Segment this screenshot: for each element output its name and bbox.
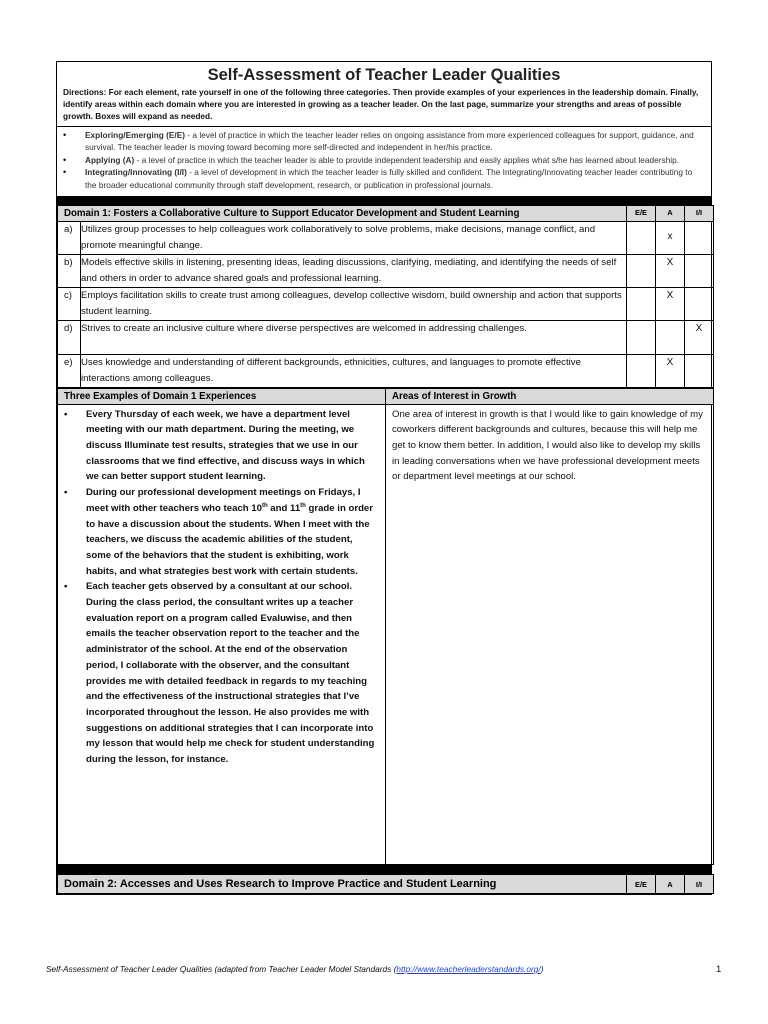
rating-ii-cell[interactable]: X	[685, 320, 714, 354]
rating-a-cell[interactable]: X	[656, 287, 685, 320]
domain2-header-row	[58, 874, 714, 893]
section-divider	[57, 196, 711, 205]
element-text: Utilizes group processes to help colleagues work collaboratively to solve problems, make decisions, manage conflict, and promote meaningful change.	[81, 221, 627, 254]
rating-ee-cell[interactable]	[627, 320, 656, 354]
title-block	[57, 62, 711, 127]
rating-ii-cell[interactable]	[685, 287, 714, 320]
domain2-title: Domain 2: Accesses and Uses Research to Improve Practice and Student Learning	[58, 874, 627, 893]
rating-ee-cell[interactable]	[627, 354, 656, 387]
definition-text: - a level of practice in which the teacher leader relies on ongoing assistance from more experienced colleagues for support, guidance, and survival. The teacher leader is moving toward becoming more self-directed and independent in her/his practice.	[85, 129, 694, 153]
examples-cell[interactable]	[58, 404, 386, 864]
column-ii-header: I/I	[685, 205, 714, 221]
domain1-title: Domain 1: Fosters a Collaborative Culture to Support Educator Development and Student Learning	[58, 205, 627, 221]
domain2-table	[57, 874, 714, 894]
examples-list	[58, 405, 385, 768]
domain1-table	[57, 205, 714, 388]
footer-text-end: )	[540, 964, 544, 974]
definition-text: - a level of practice in which the teacher leader is able to provide independent leadership and easily applies what s/he has learned about leadership.	[134, 154, 680, 165]
element-letter: c)	[58, 287, 81, 320]
column-ee-header: E/E	[627, 874, 656, 893]
definition-integrating	[63, 166, 705, 191]
section-divider	[57, 865, 711, 874]
growth-text: One area of interest in growth is that I would like to gain knowledge of my coworkers different backgrounds and cultures, because this will help me get to know them better. In addition, I would also like to develop my skills in leading conversations when we have professional development meets or department level meetings at our school.	[392, 408, 703, 483]
element-text: Uses knowledge and understanding of different backgrounds, ethnicities, cultures, and languages to promote effective interactions among colleagues.	[81, 354, 627, 387]
definition-term: Exploring/Emerging (E/E)	[85, 129, 186, 140]
table-row	[58, 354, 714, 387]
bullet-icon: •	[63, 167, 67, 178]
table-row	[58, 221, 714, 254]
example-text: and 11	[267, 502, 301, 514]
rating-a-cell[interactable]	[656, 320, 685, 354]
element-letter: b)	[58, 254, 81, 287]
element-letter: e)	[58, 354, 81, 387]
list-item: • Each teacher gets observed by a consultant at our school. During the class period, the consultant writes up a teacher evaluation report on a program called Evaluwise, and then emails the teacher observation report to the teacher and the administrator of the school. At the end of the observation period, I collaborate with the observer, and the consultant provides me with detailed feedback in regards to my teaching and the effectiveness of the instructional strategies that I’ve incorporated throughout the lesson. He also provides me with suggestions on additional strategies that I can incorporate into my lesson that would help me check for student understanding during the lesson, for instance.	[86, 579, 379, 767]
element-letter: d)	[58, 320, 81, 354]
growth-cell[interactable]	[386, 404, 714, 864]
element-letter: a)	[58, 221, 81, 254]
list-item	[86, 485, 379, 579]
bullet-icon: •	[63, 154, 67, 165]
column-ii-header: I/I	[685, 874, 714, 893]
rating-definitions	[57, 127, 711, 196]
example-text: During our professional development meetings on Fridays, I meet with other teachers who teach 10	[86, 487, 361, 514]
growth-header: Areas of Interest in Growth	[386, 388, 714, 404]
experiences-header-row	[58, 388, 714, 404]
element-text: Employs facilitation skills to create trust among colleagues, develop collective wisdom, build ownership and action that supports student learning.	[81, 287, 627, 320]
column-a-header: A	[656, 205, 685, 221]
table-row	[58, 320, 714, 354]
column-a-header: A	[656, 874, 685, 893]
page-number: 1	[716, 964, 722, 975]
table-row	[58, 254, 714, 287]
rating-ii-cell[interactable]	[685, 254, 714, 287]
definition-term: Applying (A)	[85, 154, 135, 165]
element-text: Models effective skills in listening, presenting ideas, leading discussions, clarifying, mediating, and identifying the needs of self and others in order to advance shared goals and professional learning.	[81, 254, 627, 287]
rating-a-cell[interactable]: X	[656, 354, 685, 387]
rating-a-cell[interactable]: x	[656, 221, 685, 254]
assessment-form	[56, 61, 712, 895]
directions-text: Directions: For each element, rate yourself in one of the following three categories. Then provide examples of your experiences in the leadership domain. Finally, identify areas within each domain where you are interested in growing as a teacher leader. On the last page, summarize your strengths and areas of possible growth. Boxes will expand as needed.	[63, 87, 699, 122]
superscript: th	[261, 502, 268, 509]
rating-ii-cell[interactable]	[685, 221, 714, 254]
definition-exploring	[63, 129, 705, 154]
table-row	[58, 287, 714, 320]
element-text: Strives to create an inclusive culture where diverse perspectives are welcomed in addressing challenges.	[81, 320, 627, 354]
definition-term: Integrating/Innovating (I/I)	[85, 167, 187, 178]
definition-text: - a level of development in which the teacher leader is fully skilled and confident. The Integrating/Innovating teacher leader contributing to the broader educational community through staff development, research, or publication in professional journals.	[85, 167, 693, 190]
footer-link[interactable]: http://www.teacherleaderstandards.org/	[396, 964, 541, 974]
page-footer	[46, 964, 543, 974]
footer-text: Self-Assessment of Teacher Leader Qualities (adapted from Teacher Leader Model Standards (	[46, 964, 397, 974]
superscript: th	[300, 502, 306, 509]
bullet-icon: •	[63, 129, 67, 140]
domain1-experiences-table	[57, 388, 714, 865]
experiences-body-row	[58, 404, 714, 864]
list-item: • Every Thursday of each week, we have a department level meeting with our math department. During the meeting, we discuss Illuminate test results, strategies that we use in our classrooms that we find effective, and discuss ways in which we can better support student learning.	[86, 407, 379, 486]
rating-ee-cell[interactable]	[627, 287, 656, 320]
page-title: Self-Assessment of Teacher Leader Qualities	[207, 66, 561, 84]
rating-ee-cell[interactable]	[627, 221, 656, 254]
column-ee-header: E/E	[627, 205, 656, 221]
rating-ee-cell[interactable]	[627, 254, 656, 287]
examples-header: Three Examples of Domain 1 Experiences	[58, 388, 386, 404]
definition-applying	[63, 154, 705, 167]
rating-ii-cell[interactable]	[685, 354, 714, 387]
domain1-header-row	[58, 205, 714, 221]
example-text: grade in order to have a discussion about the students. When I meet with the teachers, we discuss the academic abilities of the student, some of the behaviors that the student is exhibiting, work habits, and what strategies best work with certain students.	[86, 502, 373, 577]
rating-a-cell[interactable]: X	[656, 254, 685, 287]
